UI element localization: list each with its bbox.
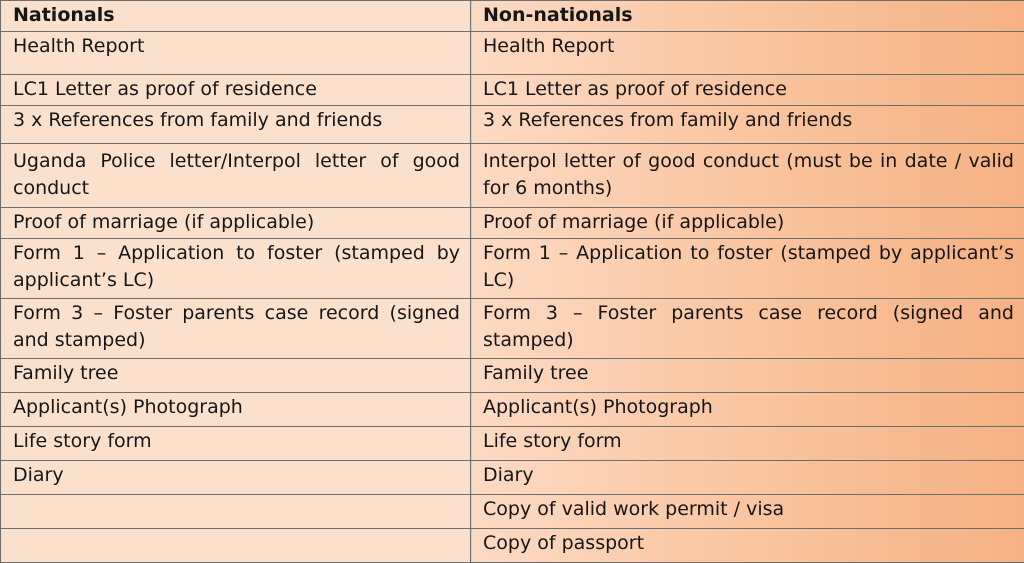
nationals-cell: Diary [1,461,471,495]
non-nationals-cell: Diary [471,461,1024,495]
non-nationals-cell: Copy of valid work permit / visa [471,495,1024,529]
header-non-nationals: Non-nationals [471,1,1024,32]
non-nationals-cell: Health Report [471,32,1024,75]
non-nationals-cell: Applicant(s) Photograph [471,393,1024,427]
non-nationals-cell: Family tree [471,359,1024,393]
table-row [1,393,1024,427]
nationals-cell: Family tree [1,359,471,393]
nationals-cell: Proof of marriage (if applicable) [1,208,471,239]
table-row [1,144,1024,208]
header-row [1,1,1024,32]
nationals-cell: Applicant(s) Photograph [1,393,471,427]
table-row [1,461,1024,495]
nationals-cell [1,529,471,563]
table-row [1,239,1024,299]
table-row [1,32,1024,75]
nationals-cell: Form 1 – Application to foster (stamped by applicant’s LC) [1,239,471,299]
table-row [1,529,1024,563]
nationals-cell: LC1 Letter as proof of residence [1,75,471,106]
table-row [1,75,1024,106]
header-nationals: Nationals [1,1,471,32]
nationals-cell: Form 3 – Foster parents case record (signed and stamped) [1,299,471,359]
non-nationals-cell: LC1 Letter as proof of residence [471,75,1024,106]
non-nationals-cell: Copy of passport [471,529,1024,563]
table-row [1,359,1024,393]
nationals-cell [1,495,471,529]
non-nationals-cell: Form 1 – Application to foster (stamped by applicant’s LC) [471,239,1024,299]
non-nationals-cell: 3 x References from family and friends [471,106,1024,144]
nationals-cell: Life story form [1,427,471,461]
nationals-cell: 3 x References from family and friends [1,106,471,144]
nationals-cell: Health Report [1,32,471,75]
table-row [1,495,1024,529]
table-row [1,106,1024,144]
non-nationals-cell: Life story form [471,427,1024,461]
nationals-cell: Uganda Police letter/Interpol letter of good conduct [1,144,471,208]
non-nationals-cell: Form 3 – Foster parents case record (signed and stamped) [471,299,1024,359]
non-nationals-cell: Interpol letter of good conduct (must be in date / valid for 6 months) [471,144,1024,208]
table-row [1,299,1024,359]
table-row [1,208,1024,239]
non-nationals-cell: Proof of marriage (if applicable) [471,208,1024,239]
table-row [1,427,1024,461]
